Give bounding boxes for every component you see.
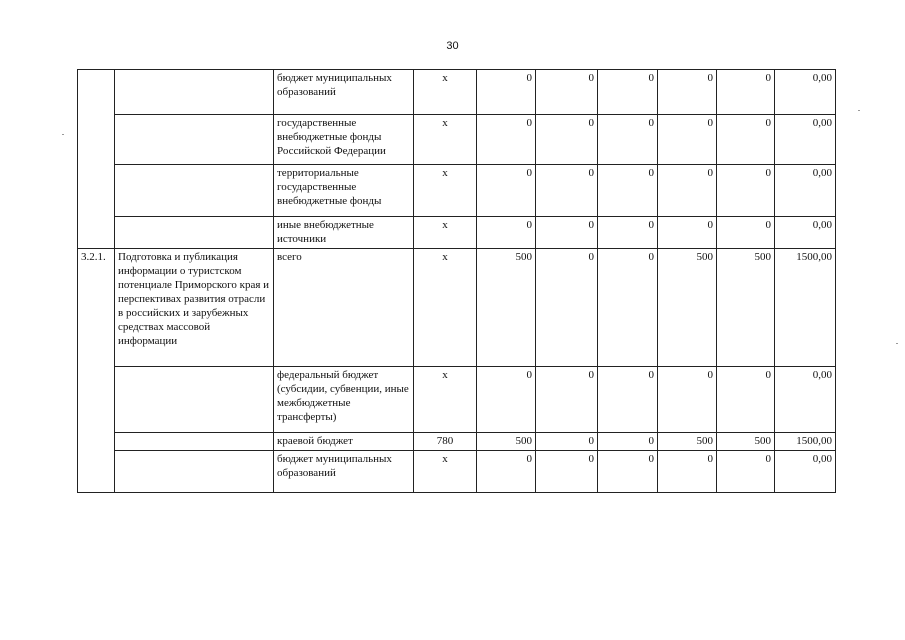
value-cell: 0: [658, 70, 717, 115]
source-cell: государственные внебюджетные фонды Российской Федерации: [274, 115, 414, 165]
value-cell: х: [414, 249, 477, 367]
total-cell: 1500,00: [775, 433, 836, 451]
table-row: [78, 367, 836, 433]
value-cell: 0: [717, 217, 775, 249]
source-cell: бюджет муниципальных образований: [274, 451, 414, 493]
name-cell: [115, 70, 274, 115]
value-cell: 0: [536, 433, 598, 451]
value-cell: 0: [536, 115, 598, 165]
name-cell: [115, 115, 274, 165]
code-cell: 3.2.1.: [78, 249, 115, 493]
scan-speck: [896, 343, 898, 344]
value-cell: 0: [658, 217, 717, 249]
value-cell: х: [414, 70, 477, 115]
value-cell: 0: [536, 367, 598, 433]
value-cell: 0: [717, 115, 775, 165]
name-cell: [115, 433, 274, 451]
value-cell: 0: [598, 165, 658, 217]
name-cell: [115, 217, 274, 249]
value-cell: 500: [658, 249, 717, 367]
scan-speck: [858, 110, 860, 111]
value-cell: 500: [717, 249, 775, 367]
name-cell: [115, 367, 274, 433]
value-cell: 0: [477, 217, 536, 249]
value-cell: 0: [477, 70, 536, 115]
value-cell: 500: [658, 433, 717, 451]
total-cell: 0,00: [775, 115, 836, 165]
value-cell: 0: [658, 451, 717, 493]
value-cell: 0: [477, 451, 536, 493]
value-cell: 0: [477, 165, 536, 217]
total-cell: 0,00: [775, 165, 836, 217]
value-cell: 0: [598, 451, 658, 493]
total-cell: 0,00: [775, 70, 836, 115]
name-cell: Подготовка и публикация информации о туристском потенциале Приморского края и перспективах развития отрасли в российских и зарубежных средствах массовой информации: [115, 249, 274, 367]
value-cell: 0: [536, 165, 598, 217]
table-row: [78, 165, 836, 217]
value-cell: 0: [598, 115, 658, 165]
value-cell: 500: [477, 433, 536, 451]
total-cell: 0,00: [775, 217, 836, 249]
table-row: [78, 217, 836, 249]
value-cell: х: [414, 367, 477, 433]
table-row: [78, 433, 836, 451]
name-cell: [115, 451, 274, 493]
total-cell: 0,00: [775, 451, 836, 493]
value-cell: х: [414, 217, 477, 249]
value-cell: 780: [414, 433, 477, 451]
value-cell: 0: [658, 367, 717, 433]
page-number: 30: [446, 40, 459, 52]
source-cell: иные внебюджетные источники: [274, 217, 414, 249]
total-cell: 1500,00: [775, 249, 836, 367]
value-cell: 0: [536, 70, 598, 115]
code-cell: [78, 70, 115, 249]
table-row: [78, 451, 836, 493]
table-row: [78, 70, 836, 115]
source-cell: краевой бюджет: [274, 433, 414, 451]
value-cell: х: [414, 451, 477, 493]
scan-speck: [62, 134, 64, 135]
value-cell: 0: [536, 249, 598, 367]
value-cell: х: [414, 115, 477, 165]
value-cell: 0: [658, 115, 717, 165]
value-cell: 500: [717, 433, 775, 451]
source-cell: территориальные государственные внебюджетные фонды: [274, 165, 414, 217]
value-cell: 0: [477, 367, 536, 433]
budget-table: [77, 69, 836, 493]
value-cell: 0: [598, 433, 658, 451]
value-cell: 0: [598, 249, 658, 367]
source-cell: федеральный бюджет (субсидии, субвенции, иные межбюджетные трансферты): [274, 367, 414, 433]
value-cell: х: [414, 165, 477, 217]
value-cell: 0: [598, 217, 658, 249]
total-cell: 0,00: [775, 367, 836, 433]
value-cell: 0: [477, 115, 536, 165]
value-cell: 0: [717, 367, 775, 433]
value-cell: 0: [536, 217, 598, 249]
value-cell: 0: [717, 451, 775, 493]
value-cell: 0: [717, 70, 775, 115]
table-row: [78, 115, 836, 165]
name-cell: [115, 165, 274, 217]
table-row: [78, 249, 836, 367]
value-cell: 0: [536, 451, 598, 493]
value-cell: 500: [477, 249, 536, 367]
value-cell: 0: [598, 70, 658, 115]
source-cell: бюджет муниципальных образований: [274, 70, 414, 115]
value-cell: 0: [598, 367, 658, 433]
source-cell: всего: [274, 249, 414, 367]
value-cell: 0: [717, 165, 775, 217]
value-cell: 0: [658, 165, 717, 217]
